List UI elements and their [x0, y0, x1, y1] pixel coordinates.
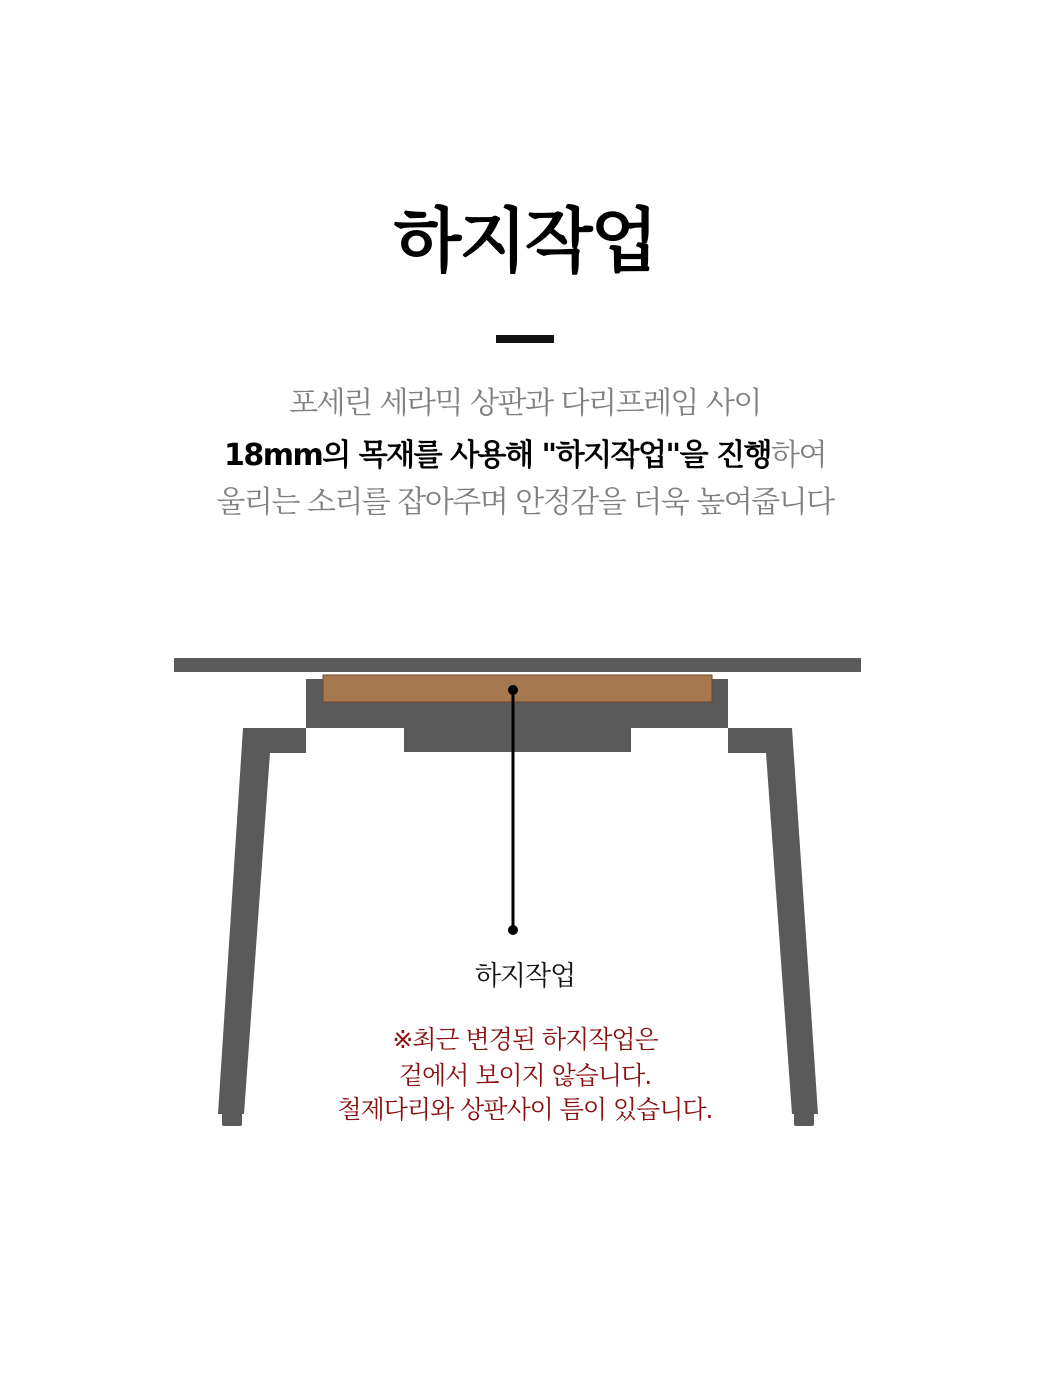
note-line-1: ※최근 변경된 하지작업은 — [392, 1025, 658, 1054]
description-line-2-rest: 하여 — [771, 438, 826, 473]
page-title: 하지작업 — [393, 200, 657, 282]
note-line-3: 철제다리와 상판사이 틈이 있습니다. — [337, 1095, 713, 1124]
description-line-2-strong: 18mm의 목재를 사용해 "하지작업"을 진행 — [224, 438, 772, 473]
description-line-1: 포세린 세라믹 상판과 다리프레임 사이 — [289, 386, 761, 421]
table-top-slab — [174, 658, 861, 672]
diagram-label: 하지작업 — [474, 961, 576, 992]
pointer-dot-top — [508, 685, 518, 695]
pointer-dot-bottom — [508, 925, 518, 935]
note-line-2: 겉에서 보이지 않습니다. — [398, 1061, 652, 1090]
description-line-3: 울리는 소리를 잡아주며 안정감을 더욱 높여줍니다 — [216, 485, 834, 520]
